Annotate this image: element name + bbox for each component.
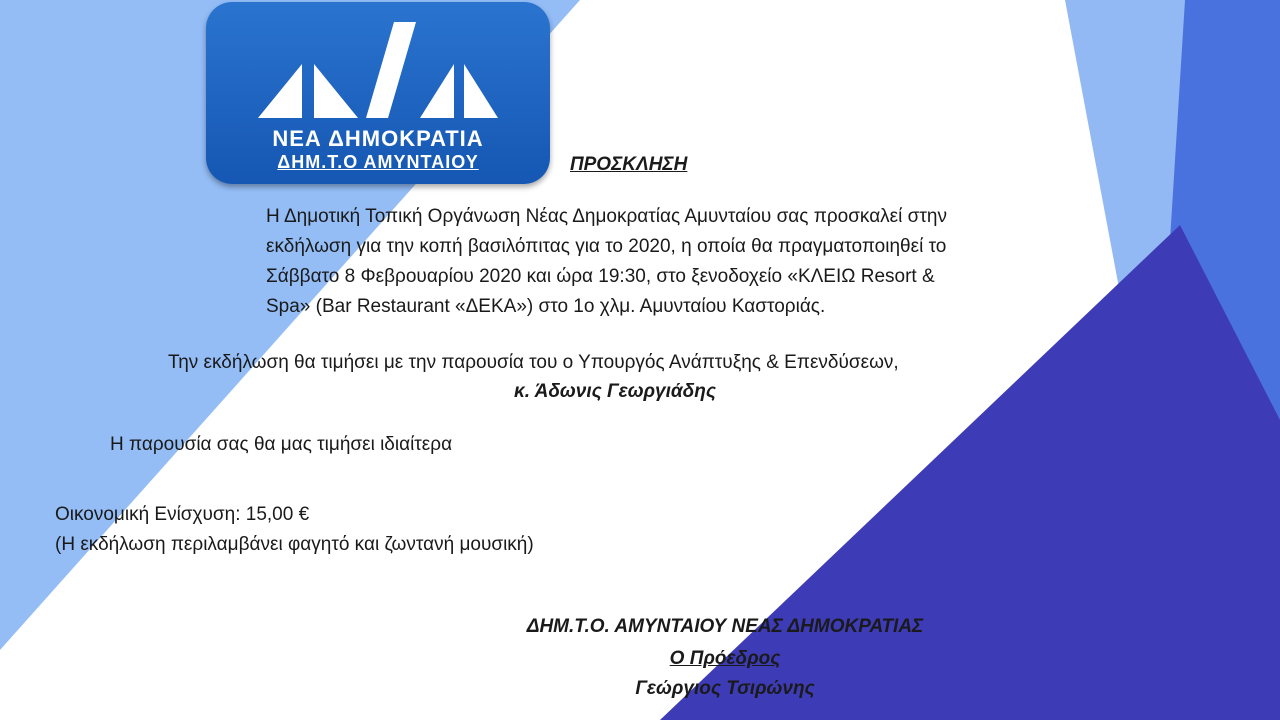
intro-line-2: εκδήλωση για την κοπή βασιλόπιτας για το 2020, η οποία θα πραγματοποιηθεί το	[266, 236, 947, 257]
invitation-heading: ΠΡΟΣΚΛΗΣΗ	[570, 154, 688, 175]
intro-line-3: Σάββατο 8 Φεβρουαρίου 2020 και ώρα 19:30, στο ξενοδοχείο «ΚΛΕΙΩ Resort &	[266, 266, 935, 287]
fee-note: (Η εκδήλωση περιλαμβάνει φαγητό και ζωντανή μουσική)	[55, 534, 534, 555]
intro-line-4: Spa» (Bar Restaurant «ΔΕΚΑ») στο 1ο χλμ. Αμυνταίου Καστοριάς.	[266, 296, 826, 317]
signature-name: Γεώργιος Τσιρώνης	[635, 678, 815, 699]
honor-name: κ. Άδωνις Γεωργιάδης	[514, 381, 716, 402]
signature-role: Ο Πρόεδρος	[669, 648, 781, 669]
signature-org: ΔΗΜ.Τ.Ο. ΑΜΥΝΤΑΙΟΥ ΝΕΑΣ ΔΗΜΟΚΡΑΤΙΑΣ	[526, 616, 924, 637]
logo-party-name: ΝΕΑ ΔΗΜΟΚΡΑΤΙΑ	[272, 126, 484, 151]
intro-line-1: Η Δημοτική Τοπική Οργάνωση Νέας Δημοκρατίας Αμυνταίου σας προσκαλεί στην	[266, 206, 947, 227]
fee-line: Οικονομική Ενίσχυση: 15,00 €	[55, 504, 310, 525]
honor-line: Την εκδήλωση θα τιμήσει με την παρουσία του ο Υπουργός Ανάπτυξης & Επενδύσεων,	[168, 352, 899, 373]
logo-branch-name: ΔΗΜ.Τ.Ο ΑΜΥΝΤΑΙΟΥ	[277, 152, 479, 172]
nd-logo	[206, 2, 550, 184]
presence-line: Η παρουσία σας θα μας τιμήσει ιδιαίτερα	[110, 434, 453, 455]
